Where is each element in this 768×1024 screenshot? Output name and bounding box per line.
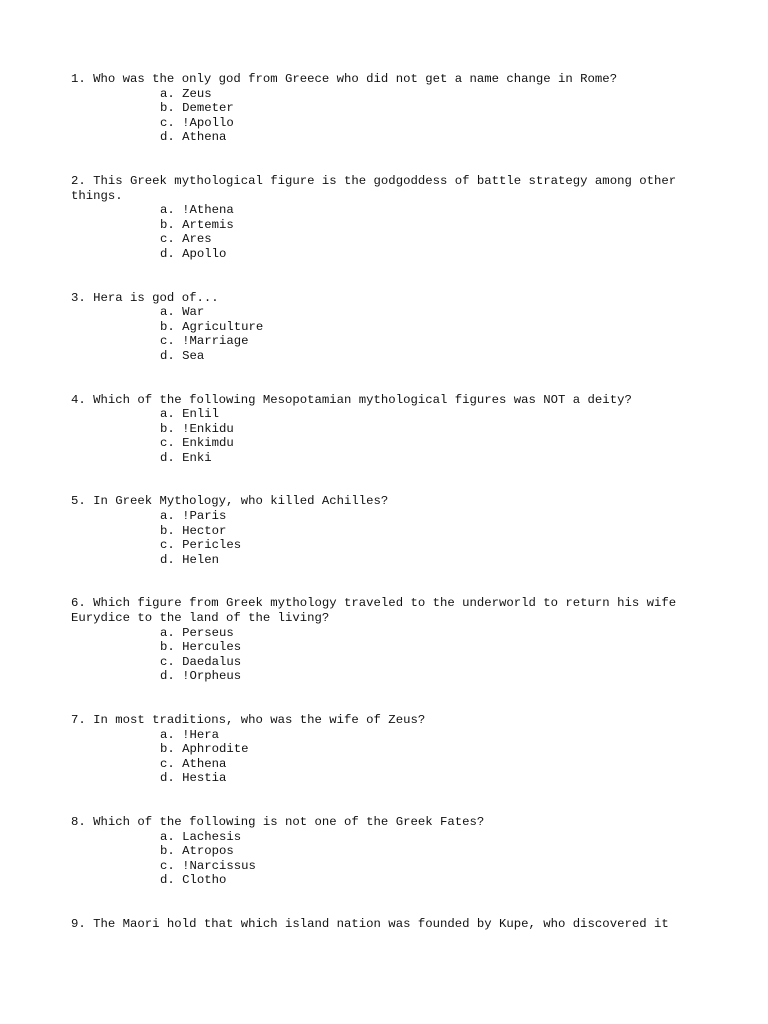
option-b: b. Demeter xyxy=(160,101,234,116)
option-c: c. !Narcissus xyxy=(160,858,256,873)
question-4 xyxy=(71,393,711,466)
option-d: d. Apollo xyxy=(160,246,227,261)
option-c: c. Athena xyxy=(160,756,227,771)
question-text: 7. In most traditions, who was the wife of Zeus? xyxy=(71,713,426,727)
option-b: b. Hercules xyxy=(160,640,242,655)
option-c: c. Ares xyxy=(160,232,212,247)
option-d: d. Athena xyxy=(160,130,227,145)
option-c: c. Enkimdu xyxy=(160,436,234,451)
option-d: d. Hestia xyxy=(160,771,227,786)
option-d: d. Clotho xyxy=(160,873,227,888)
options-list xyxy=(71,305,711,363)
option-b: b. Artemis xyxy=(160,217,234,232)
question-text: 1. Who was the only god from Greece who did not get a name change in Rome? xyxy=(71,72,618,86)
option-c: c. !Marriage xyxy=(160,334,249,349)
option-a: a. !Athena xyxy=(160,203,234,218)
question-text: 5. In Greek Mythology, who killed Achilles? xyxy=(71,494,389,509)
option-b: b. Atropos xyxy=(160,844,234,859)
option-b: b. Hector xyxy=(160,523,227,538)
question-3 xyxy=(71,291,711,364)
option-a: a. !Hera xyxy=(160,727,220,742)
option-b: b. Agriculture xyxy=(160,319,264,334)
option-a: a. Lachesis xyxy=(160,829,242,844)
option-a: a. Perseus xyxy=(160,625,234,640)
option-d: d. !Orpheus xyxy=(160,669,242,684)
options-list xyxy=(71,509,711,567)
options-list xyxy=(71,87,711,145)
options-list xyxy=(71,626,711,684)
option-b: b. Aphrodite xyxy=(160,742,249,757)
option-d: d. Sea xyxy=(160,348,205,363)
option-a: a. Zeus xyxy=(160,86,212,101)
option-d: d. Helen xyxy=(160,552,220,567)
options-list xyxy=(71,830,711,888)
question-text: 2. This Greek mythological figure is the godgoddess of battle strategy among other things. xyxy=(71,173,684,203)
option-d: d. Enki xyxy=(160,450,212,465)
question-text: 8. Which of the following is not one of the Greek Fates? xyxy=(71,814,485,829)
question-6 xyxy=(71,596,711,684)
options-list xyxy=(71,728,711,786)
option-c: c. Daedalus xyxy=(160,654,242,669)
option-a: a. Enlil xyxy=(160,407,220,422)
options-list xyxy=(71,407,711,465)
question-text: 3. Hera is god of... xyxy=(71,290,219,305)
question-7 xyxy=(71,713,711,786)
question-5 xyxy=(71,494,711,567)
question-text: 4. Which of the following Mesopotamian mythological figures was NOT a deity? xyxy=(71,392,632,407)
option-c: c. Pericles xyxy=(160,538,242,553)
question-8 xyxy=(71,815,711,888)
option-b: b. !Enkidu xyxy=(160,421,234,436)
option-a: a. War xyxy=(160,305,205,320)
question-1 xyxy=(71,72,711,145)
question-2 xyxy=(71,174,711,262)
options-list xyxy=(71,203,711,261)
question-9 xyxy=(71,917,711,932)
quiz-document xyxy=(71,72,711,961)
question-text: 6. Which figure from Greek mythology traveled to the underworld to return his wife Eurydice to the land of the living? xyxy=(71,596,684,626)
option-a: a. !Paris xyxy=(160,509,227,524)
question-text: 9. The Maori hold that which island nation was founded by Kupe, who discovered it xyxy=(71,916,669,931)
option-c: c. !Apollo xyxy=(160,115,234,130)
